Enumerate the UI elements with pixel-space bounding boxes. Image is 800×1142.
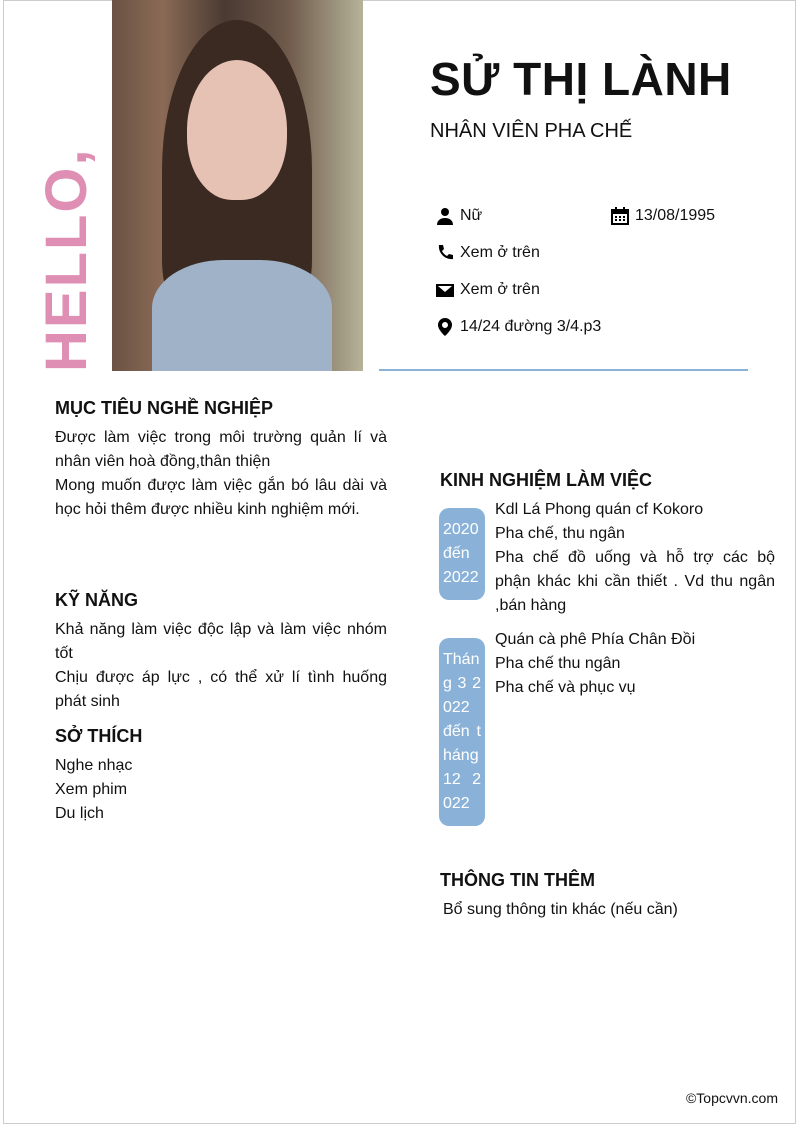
objective-text: Được làm việc trong môi trường quản lí và nhân viên hoà đồng,thân thiện Mong muốn được làm việc gắn bó lâu dài và học hỏi thêm được nhiều kinh nghiệm mới.: [55, 429, 387, 518]
date-pill: Tháng 3 2022 đến tháng 12 2022: [439, 638, 485, 826]
experience-heading: KINH NGHIỆM LÀM VIỆC: [440, 470, 653, 490]
additional-text: Bổ sung thông tin khác (nếu cần): [443, 901, 678, 918]
footer-credit: ©Topcvvn.com: [685, 1090, 778, 1106]
phone-row: [436, 244, 540, 262]
phone-value: Xem ở trên: [460, 244, 540, 261]
date-pill: 2020 đến 2022: [439, 508, 485, 600]
hello-heading: HELLO,: [34, 147, 99, 372]
additional-heading: THÔNG TIN THÊM: [440, 870, 595, 890]
phone-icon: [436, 244, 454, 262]
job-title: NHÂN VIÊN PHA CHẾ: [430, 120, 633, 142]
envelope-icon: [436, 281, 454, 299]
experience-item: Kdl Lá Phong quán cf Kokoro Pha chế, thu ngân Pha chế đồ uống và hỗ trợ các bộ phận khác khi cần thiết . Vd thu ngân ,bán hàng: [495, 501, 775, 614]
email-value: Xem ở trên: [460, 281, 540, 298]
address-row: [436, 318, 601, 336]
email-row: [436, 281, 540, 299]
calendar-icon: [611, 207, 629, 225]
gender-row: [436, 207, 482, 225]
objective-heading: MỤC TIÊU NGHỀ NGHIỆP: [55, 398, 274, 418]
hobbies-heading: SỞ THÍCH: [55, 726, 143, 746]
birthday-row: [611, 207, 715, 225]
birthday-value: 13/08/1995: [635, 207, 716, 224]
map-pin-icon: [436, 318, 454, 336]
skills-text: Khả năng làm việc độc lập và làm việc nhóm tốt Chịu được áp lực , có thể xử lí tình huống phát sinh: [55, 621, 387, 710]
candidate-name: SỬ THỊ LÀNH: [430, 53, 732, 105]
address-value: 14/24 đường 3/4.p3: [460, 318, 602, 335]
hobbies-list: Nghe nhạc Xem phim Du lịch: [55, 757, 133, 822]
profile-photo: [112, 0, 363, 371]
divider: [379, 369, 748, 371]
skills-heading: KỸ NĂNG: [55, 590, 139, 610]
user-icon: [436, 207, 454, 225]
experience-item: Quán cà phê Phía Chân Đồi Pha chế thu ngân Pha chế và phục vụ: [495, 631, 696, 696]
gender-value: Nữ: [460, 207, 483, 224]
